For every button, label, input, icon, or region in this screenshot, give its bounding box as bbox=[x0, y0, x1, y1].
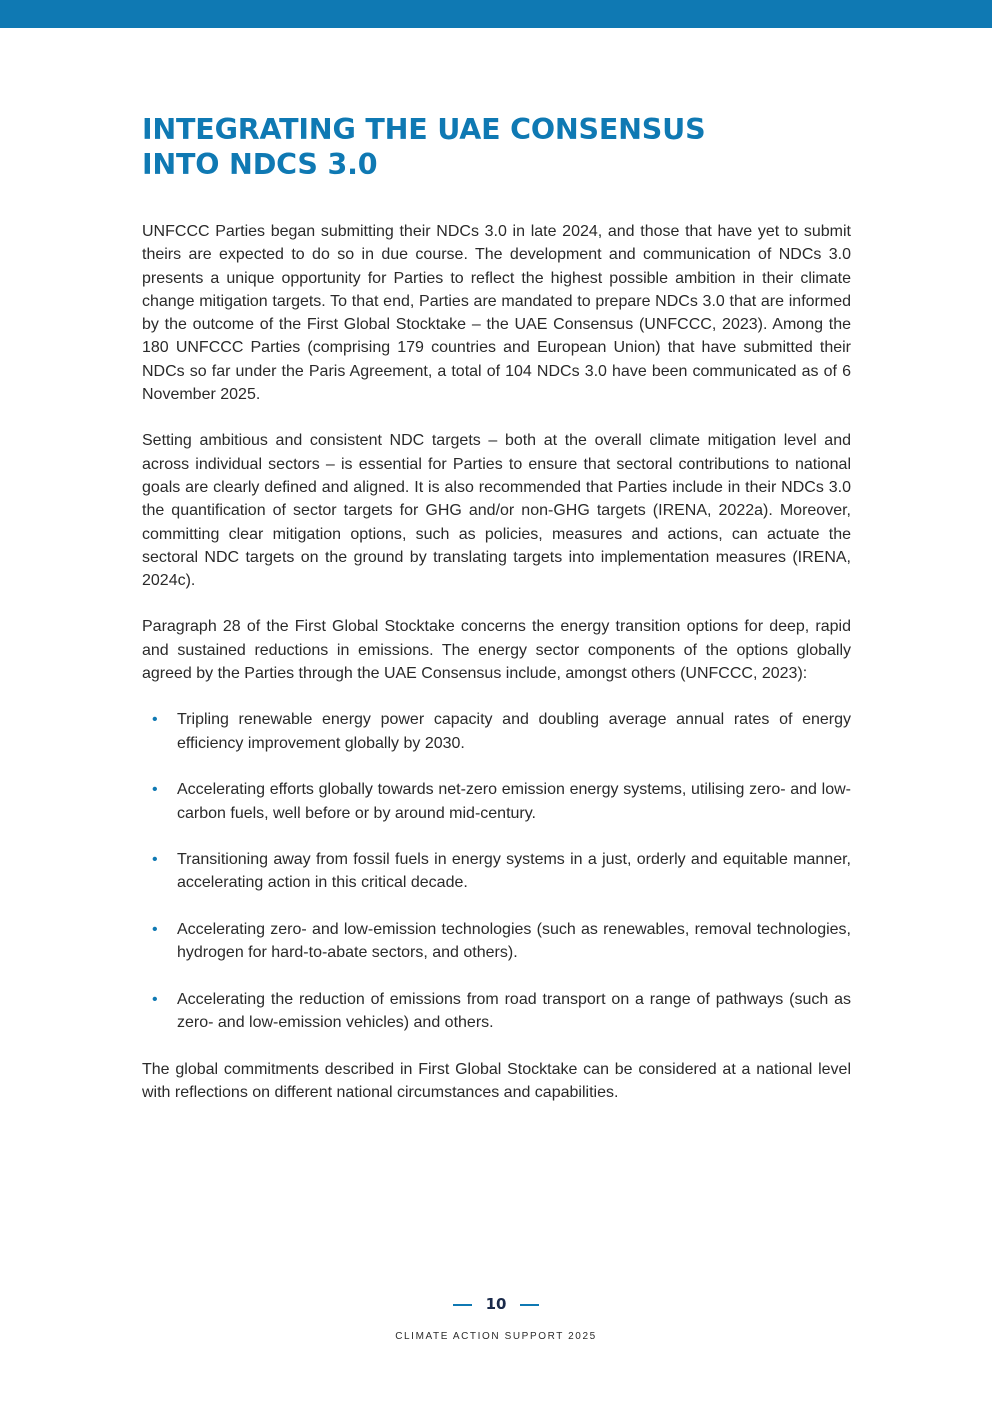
bullet-icon: • bbox=[152, 851, 158, 869]
list-item bbox=[142, 918, 851, 965]
list-item-text: Transitioning away from fossil fuels in energy systems in a just, orderly and equitable manner, accelerating action in this critical decade. bbox=[177, 851, 851, 892]
closing-paragraph: The global commitments described in First Global Stocktake can be considered at a national level with reflections on different national circumstances and capabilities. bbox=[142, 1060, 851, 1102]
list-item-text: Tripling renewable energy power capacity and doubling average annual rates of energy efficiency improvement globally by 2030. bbox=[177, 711, 851, 752]
paragraph: Setting ambitious and consistent NDC targets – both at the overall climate mitigation level and across individual sectors – is essential for Parties to ensure that sectoral contributions to national goals are clearly defined and aligned. It is also recommended that Parties include in their NDCs 3.0 the quantification of sector targets for GHG and/or non-GHG targets (IRENA, 2022a). Moreover, committing clear mitigation options, such as policies, measures and actions, can actuate the sectoral NDC targets on the ground by translating targets into implementation measures (IRENA, 2024c). bbox=[142, 432, 851, 590]
list-item bbox=[142, 778, 851, 825]
page-title bbox=[142, 112, 851, 182]
header-band bbox=[0, 0, 992, 28]
list-item bbox=[142, 988, 851, 1035]
dash-right-icon bbox=[520, 1304, 539, 1306]
list-item bbox=[142, 708, 851, 755]
bullet-list bbox=[142, 708, 851, 1034]
bullet-icon: • bbox=[152, 921, 158, 939]
paragraph: Paragraph 28 of the First Global Stocktake concerns the energy transition options for deep, rapid and sustained reductions in emissions. The energy sector components of the options globally agreed by the Parties through the UAE Consensus include, amongst others (UNFCCC, 2023): bbox=[142, 618, 851, 683]
page-content bbox=[142, 112, 851, 1127]
page-number-text: 10 bbox=[485, 1295, 507, 1313]
body-text bbox=[142, 220, 851, 1104]
page-title-line-2: INTO NDCS 3.0 bbox=[142, 148, 378, 181]
page-title-line-1: INTEGRATING THE UAE CONSENSUS bbox=[142, 113, 706, 146]
page-number bbox=[0, 1292, 992, 1316]
list-item-text: Accelerating zero- and low-emission technologies (such as renewables, removal technologies, hydrogen for hard-to-abate sectors, and others). bbox=[177, 921, 851, 962]
bullet-icon: • bbox=[152, 711, 158, 729]
list-item-text: Accelerating efforts globally towards net-zero emission energy systems, utilising zero- and low-carbon fuels, well before or by around mid-century. bbox=[177, 781, 851, 822]
bullet-icon: • bbox=[152, 990, 158, 1008]
dash-left-icon bbox=[453, 1304, 472, 1306]
paragraph: UNFCCC Parties began submitting their NDCs 3.0 in late 2024, and those that have yet to submit theirs are expected to do so in due course. The development and communication of NDCs 3.0 presents a unique opportunity for Parties to reflect the highest possible ambition in their climate change mitigation targets. To that end, Parties are mandated to prepare NDCs 3.0 that are informed by the outcome of the First Global Stocktake – the UAE Consensus (UNFCCC, 2023). Among the 180 UNFCCC Parties (comprising 179 countries and European Union) that have submitted their NDCs so far under the Paris Agreement, a total of 104 NDCs 3.0 have been communicated as of 6 November 2025. bbox=[142, 223, 851, 404]
list-item-text: Accelerating the reduction of emissions from road transport on a range of pathways (such as zero- and low-emission vehicles) and others. bbox=[177, 990, 851, 1032]
list-item bbox=[142, 848, 851, 895]
bullet-icon: • bbox=[152, 781, 158, 799]
publication-footer: CLIMATE ACTION SUPPORT 2025 bbox=[395, 1331, 597, 1342]
